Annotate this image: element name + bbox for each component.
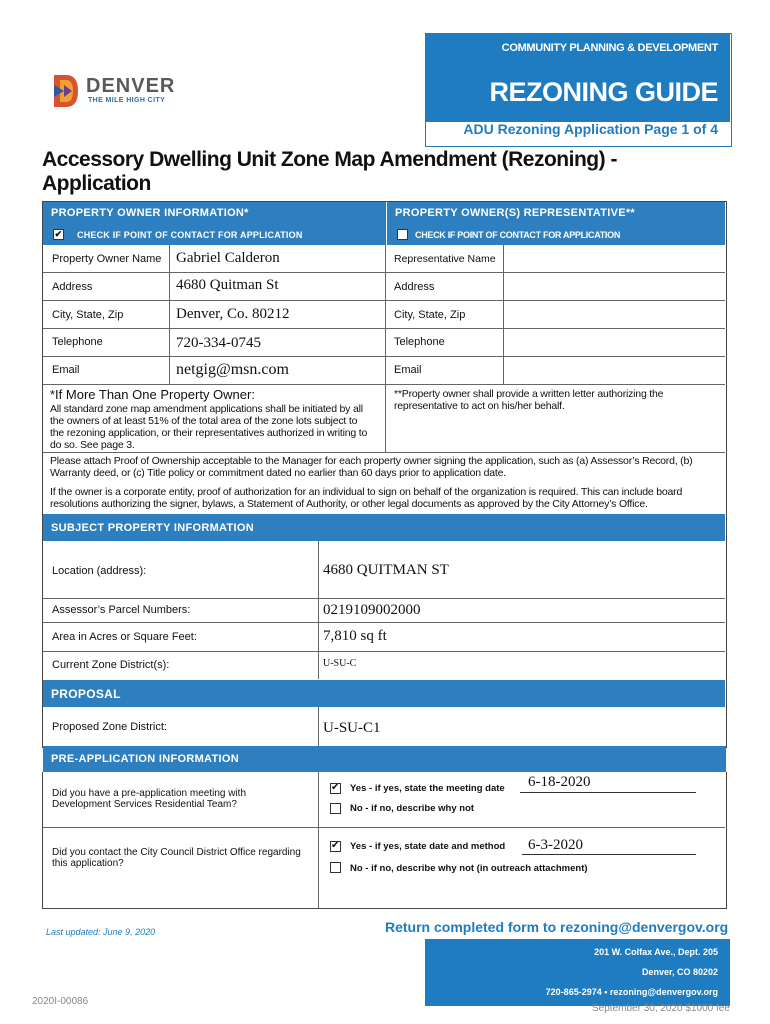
row-line (43, 384, 725, 385)
row-line (43, 452, 725, 453)
rep-name-label: Representative Name (394, 253, 496, 265)
rep-phone-field[interactable] (505, 329, 723, 355)
current-zone-label: Current Zone District(s): (52, 659, 170, 671)
rep-email-label: Email (394, 364, 422, 376)
owner-name-label: Property Owner Name (52, 253, 162, 265)
q2-check-mark: ✔ (331, 840, 340, 851)
q2-date-value: 6-3-2020 (528, 837, 583, 853)
row-line (43, 598, 725, 599)
subject-value-divider (318, 541, 319, 679)
rep-contact-bar (387, 225, 725, 245)
multi-owner-text: All standard zone map amendment applications shall be initiated by all the owners of at least 51% of the total area of the zone lots subject to the rezoning application, or their representatives authorized in writing to do so. See page 3. (50, 403, 368, 451)
subject-section-title: SUBJECT PROPERTY INFORMATION (51, 522, 254, 534)
proposal-section-header (43, 680, 725, 707)
rep-contact-label: CHECK IF POINT OF CONTACT FOR APPLICATION (415, 230, 621, 240)
subject-section-header (43, 514, 725, 541)
page-subtitle: ADU Rezoning Application Page 1 of 4 (463, 121, 718, 137)
area-field[interactable]: 7,810 sq ft (323, 628, 387, 644)
q2-yes-checkbox[interactable] (330, 841, 341, 852)
rep-email-field[interactable] (505, 357, 723, 383)
corporate-authorization-note: If the owner is a corporate entity, proof of authorization for an individual to sign on behalf of the organization is required. This can include board resolutions authorizing the signer, bylaws, a Statement of Authority, or other legal documents as approved by the City Attorney’s Office. (50, 486, 683, 510)
denver-logo (52, 73, 212, 113)
rep-value-divider (503, 245, 504, 385)
owner-city-label: City, State, Zip (52, 309, 124, 321)
rep-address-field[interactable] (505, 273, 723, 299)
return-instructions: Return completed form to rezoning@denvergov.org (385, 919, 729, 935)
location-label: Location (address): (52, 565, 147, 577)
location-field[interactable]: 4680 QUITMAN ST (323, 562, 449, 578)
rep-authorization-note: **Property owner shall provide a written letter authorizing the representative to act on his/her behalf. (394, 388, 664, 412)
q1-text: Did you have a pre-application meeting with Development Services Residential Team? (52, 788, 246, 810)
owner-city-field[interactable]: Denver, Co. 80212 (176, 306, 290, 322)
preapp-section-title: PRE-APPLICATION INFORMATION (51, 753, 239, 765)
owner-section-title: PROPERTY OWNER INFORMATION* (51, 207, 249, 219)
rep-contact-checkbox[interactable] (397, 229, 408, 240)
owner-contact-checkbox[interactable] (53, 229, 64, 240)
q1-date-field[interactable] (520, 776, 696, 793)
proposed-zone-label: Proposed Zone District: (52, 721, 167, 733)
q1-check-mark: ✔ (331, 782, 340, 793)
page-title (42, 148, 682, 196)
rep-section-title: PROPERTY OWNER(S) REPRESENTATIVE** (395, 207, 636, 219)
q2-no-label: No - if no, describe why not (in outreach attachment) (350, 863, 588, 874)
preapp-section-header (43, 746, 726, 772)
row-line (43, 622, 725, 623)
rep-section-header (387, 202, 725, 225)
rep-address-label: Address (394, 281, 435, 293)
header-banner (426, 34, 730, 122)
q2-text: Did you contact the City Council District Office regarding this application? (52, 847, 301, 869)
preapp-divider (318, 772, 319, 908)
rep-city-field[interactable] (505, 301, 723, 327)
rep-city-label: City, State, Zip (394, 309, 466, 321)
q1-yes-label: Yes - if yes, state the meeting date (350, 783, 505, 794)
denver-logo-mark (52, 73, 80, 109)
parcel-field[interactable]: 0219109002000 (323, 602, 421, 618)
footer-contact: 720-865-2974 • rezoning@denvergov.org (545, 987, 718, 997)
q2-date-field[interactable] (522, 838, 696, 855)
footer-address-line2: Denver, CO 80202 (641, 967, 718, 977)
owner-phone-field[interactable]: 720-334-0745 (176, 335, 261, 351)
owner-name-field[interactable]: Gabriel Calderon (176, 250, 280, 266)
owner-rep-divider (385, 202, 386, 452)
owner-email-label: Email (52, 364, 80, 376)
area-label: Area in Acres or Square Feet: (52, 631, 197, 643)
q2-no-checkbox[interactable] (330, 862, 341, 873)
department-name: COMMUNITY PLANNING & DEVELOPMENT (501, 42, 718, 54)
footer-address-banner (425, 939, 730, 1006)
owner-contact-check-mark: ✔ (54, 229, 63, 239)
q2-yes-label: Yes - if yes, state date and method (350, 841, 506, 852)
owner-phone-label: Telephone (52, 336, 103, 348)
logo-tagline: THE MILE HIGH CITY (88, 97, 166, 104)
q1-no-label: No - if no, describe why not (350, 803, 475, 814)
row-line (43, 651, 725, 652)
parcel-label: Assessor’s Parcel Numbers: (52, 604, 191, 616)
owner-contact-bar (43, 225, 385, 245)
received-stamp: September 30, 2020 $1000 fee (592, 1003, 730, 1014)
proposal-section-title: PROPOSAL (51, 687, 121, 701)
last-updated: Last updated: June 9, 2020 (46, 927, 156, 937)
logo-name: DENVER (86, 75, 176, 97)
footer-address-line1: 201 W. Colfax Ave., Dept. 205 (594, 947, 718, 957)
q1-date-value: 6-18-2020 (528, 774, 591, 790)
owner-address-label: Address (52, 281, 93, 293)
ownership-proof-note: Please attach Proof of Ownership acceptable to the Manager for each property owner signing the application, such as (a) Assessor’s Record, (b) Warranty deed, or (c) Title policy or commitment dated no earlier than 60 days prior to application date. (50, 455, 693, 479)
case-number: 2020I-00086 (32, 996, 89, 1007)
owner-address-field[interactable]: 4680 Quitman St (176, 277, 279, 293)
rep-phone-label: Telephone (394, 336, 445, 348)
owner-contact-label: CHECK IF POINT OF CONTACT FOR APPLICATION (77, 230, 303, 240)
guide-title: REZONING GUIDE (489, 77, 718, 107)
owner-section-header (43, 202, 385, 225)
current-zone-field[interactable]: U-SU-C (323, 658, 357, 669)
multi-owner-title: *If More Than One Property Owner: (50, 387, 255, 402)
rep-name-field[interactable] (505, 246, 723, 271)
page-title-line2: Application (42, 172, 151, 195)
q1-no-checkbox[interactable] (330, 803, 341, 814)
page-title-line1: Accessory Dwelling Unit Zone Map Amendment (Rezoning) - (42, 148, 617, 171)
owner-value-divider (169, 245, 170, 385)
proposal-value-divider (318, 707, 319, 746)
proposed-zone-field[interactable]: U-SU-C1 (323, 720, 381, 736)
row-line (43, 827, 725, 828)
q1-yes-checkbox[interactable] (330, 783, 341, 794)
owner-email-field[interactable]: netgig@msn.com (176, 361, 289, 378)
